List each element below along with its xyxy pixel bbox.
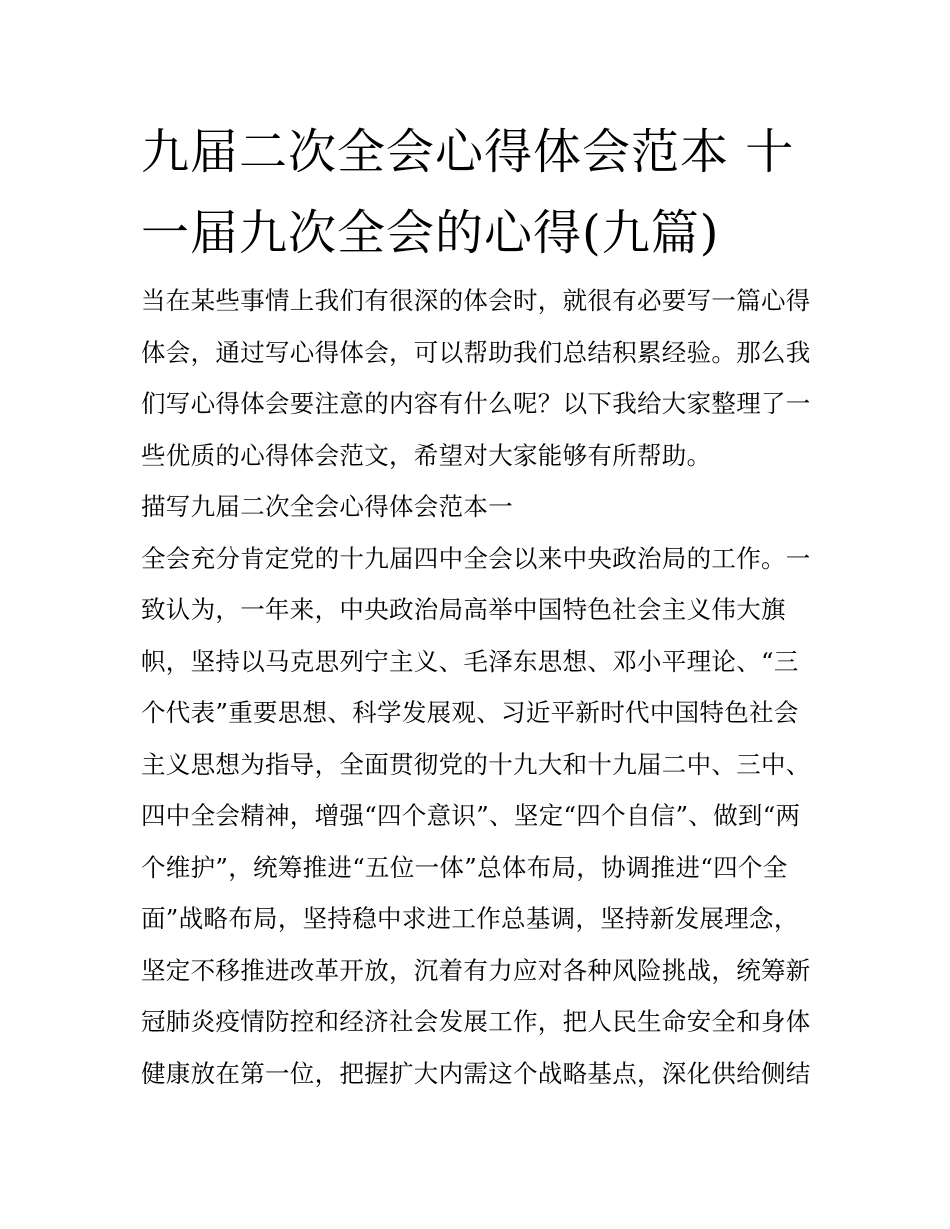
body-line-4: 个代表”重要思想、科学发展观、习近平新时代中国特色社会 bbox=[141, 698, 799, 727]
body-line-10: 冠肺炎疫情防控和经济社会发展工作，把人民生命安全和身体 bbox=[141, 1007, 811, 1036]
body-line-3: 帜，坚持以马克思列宁主义、毛泽东思想、邓小平理论、“三 bbox=[141, 646, 799, 676]
body-line-9: 坚定不移推进改革开放，沉着有力应对各种风险挑战，统筹新 bbox=[141, 955, 811, 985]
section-heading: 描写九届二次全会心得体会范本一 bbox=[141, 492, 513, 521]
body-line-11: 健康放在第一位，把握扩大内需这个战略基点，深化供给侧结 bbox=[141, 1058, 811, 1088]
body-line-7: 个维护”，统筹推进“五位一体”总体布局，协调推进“四个全 bbox=[141, 852, 788, 882]
body-line-1: 全会充分肯定党的十九届四中全会以来中央政治局的工作。一 bbox=[141, 543, 811, 573]
body-line-6: 四中全会精神，增强“四个意识”、坚定“四个自信”、做到“两 bbox=[141, 801, 801, 830]
intro-line-2: 体会，通过写心得体会，可以帮助我们总结积累经验。那么我 bbox=[141, 337, 811, 367]
title-line-2: 一届九次全会的心得(九篇) bbox=[141, 205, 720, 261]
intro-line-3: 们写心得体会要注意的内容有什么呢？以下我给大家整理了一 bbox=[141, 389, 811, 418]
body-line-8: 面”战略布局，坚持稳中求进工作总基调，坚持新发展理念， bbox=[141, 904, 799, 933]
body-line-5: 主义思想为指导，全面贯彻党的十九大和十九届二中、三中、 bbox=[141, 749, 811, 779]
document-title bbox=[141, 112, 821, 274]
body-line-2: 致认为，一年来，中央政治局高举中国特色社会主义伟大旗 bbox=[141, 595, 786, 624]
title-line-1: 九届二次全会心得体会范本 十 bbox=[141, 124, 795, 180]
intro-line-1: 当在某些事情上我们有很深的体会时，就很有必要写一篇心得 bbox=[141, 286, 811, 315]
intro-line-4: 些优质的心得体会范文，希望对大家能够有所帮助。 bbox=[141, 440, 712, 470]
document-body bbox=[141, 275, 821, 1099]
